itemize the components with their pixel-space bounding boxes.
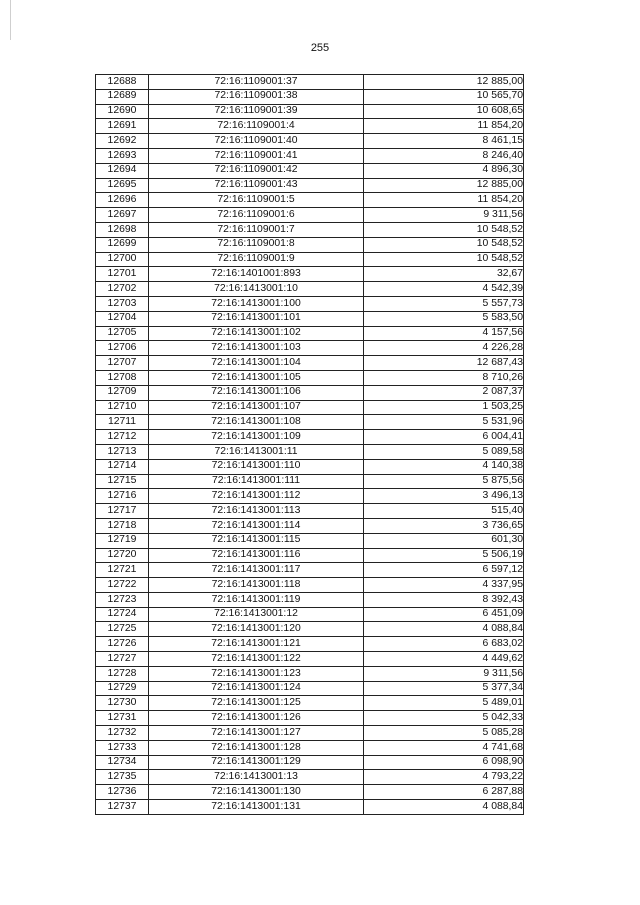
cadastral-number-cell: 72:16:1401001:893: [149, 267, 364, 282]
value-cell: 32,67: [364, 267, 524, 282]
row-number-cell: 12708: [96, 370, 149, 385]
table-row: [96, 652, 524, 667]
cadastral-number-cell: 72:16:1413001:127: [149, 726, 364, 741]
row-number-cell: 12696: [96, 193, 149, 208]
row-number-cell: 12700: [96, 252, 149, 267]
cadastral-number-cell: 72:16:1109001:6: [149, 208, 364, 223]
cadastral-number-cell: 72:16:1413001:110: [149, 459, 364, 474]
cadastral-number-cell: 72:16:1413001:121: [149, 637, 364, 652]
value-cell: 4 088,84: [364, 800, 524, 815]
value-cell: 4 896,30: [364, 163, 524, 178]
table-row: [96, 770, 524, 785]
value-cell: 5 506,19: [364, 548, 524, 563]
table-row: [96, 75, 524, 90]
value-cell: 11 854,20: [364, 193, 524, 208]
table-row: [96, 726, 524, 741]
table-row: [96, 252, 524, 267]
scan-edge-mark: [10, 0, 11, 40]
value-cell: 10 608,65: [364, 104, 524, 119]
value-cell: 6 098,90: [364, 755, 524, 770]
table-row: [96, 785, 524, 800]
value-cell: 8 246,40: [364, 148, 524, 163]
cadastral-number-cell: 72:16:1413001:124: [149, 681, 364, 696]
cadastral-number-cell: 72:16:1413001:107: [149, 400, 364, 415]
value-cell: 4 793,22: [364, 770, 524, 785]
cadastral-number-cell: 72:16:1109001:40: [149, 134, 364, 149]
value-cell: 4 337,95: [364, 578, 524, 593]
row-number-cell: 12698: [96, 222, 149, 237]
cadastral-value-table: [95, 74, 524, 815]
table-row: [96, 356, 524, 371]
row-number-cell: 12689: [96, 89, 149, 104]
table-row: [96, 222, 524, 237]
cadastral-number-cell: 72:16:1413001:112: [149, 489, 364, 504]
value-cell: 4 741,68: [364, 740, 524, 755]
row-number-cell: 12709: [96, 385, 149, 400]
row-number-cell: 12710: [96, 400, 149, 415]
value-cell: 10 548,52: [364, 237, 524, 252]
row-number-cell: 12716: [96, 489, 149, 504]
value-cell: 10 548,52: [364, 252, 524, 267]
cadastral-number-cell: 72:16:1109001:39: [149, 104, 364, 119]
row-number-cell: 12693: [96, 148, 149, 163]
row-number-cell: 12705: [96, 326, 149, 341]
cadastral-number-cell: 72:16:1413001:108: [149, 415, 364, 430]
table-row: [96, 385, 524, 400]
table-row: [96, 296, 524, 311]
value-cell: 6 597,12: [364, 563, 524, 578]
cadastral-number-cell: 72:16:1413001:125: [149, 696, 364, 711]
row-number-cell: 12721: [96, 563, 149, 578]
cadastral-number-cell: 72:16:1109001:37: [149, 75, 364, 90]
cadastral-number-cell: 72:16:1413001:113: [149, 504, 364, 519]
row-number-cell: 12703: [96, 296, 149, 311]
row-number-cell: 12711: [96, 415, 149, 430]
cadastral-number-cell: 72:16:1413001:105: [149, 370, 364, 385]
value-cell: 10 548,52: [364, 222, 524, 237]
cadastral-number-cell: 72:16:1413001:101: [149, 311, 364, 326]
table-row: [96, 282, 524, 297]
row-number-cell: 12723: [96, 592, 149, 607]
value-cell: 10 565,70: [364, 89, 524, 104]
value-cell: 4 088,84: [364, 622, 524, 637]
value-cell: 5 085,28: [364, 726, 524, 741]
table-row: [96, 193, 524, 208]
value-cell: 5 377,34: [364, 681, 524, 696]
row-number-cell: 12733: [96, 740, 149, 755]
row-number-cell: 12727: [96, 652, 149, 667]
value-cell: 9 311,56: [364, 666, 524, 681]
value-cell: 8 461,15: [364, 134, 524, 149]
cadastral-number-cell: 72:16:1413001:10: [149, 282, 364, 297]
row-number-cell: 12691: [96, 119, 149, 134]
row-number-cell: 12725: [96, 622, 149, 637]
table-row: [96, 489, 524, 504]
row-number-cell: 12697: [96, 208, 149, 223]
row-number-cell: 12726: [96, 637, 149, 652]
row-number-cell: 12712: [96, 430, 149, 445]
value-cell: 8 710,26: [364, 370, 524, 385]
cadastral-number-cell: 72:16:1413001:131: [149, 800, 364, 815]
cadastral-number-cell: 72:16:1413001:102: [149, 326, 364, 341]
cadastral-number-cell: 72:16:1109001:41: [149, 148, 364, 163]
value-cell: 3 496,13: [364, 489, 524, 504]
table-row: [96, 237, 524, 252]
row-number-cell: 12736: [96, 785, 149, 800]
table-body: [96, 75, 524, 815]
value-cell: 6 683,02: [364, 637, 524, 652]
row-number-cell: 12728: [96, 666, 149, 681]
cadastral-number-cell: 72:16:1413001:13: [149, 770, 364, 785]
table-row: [96, 400, 524, 415]
value-cell: 5 531,96: [364, 415, 524, 430]
table-row: [96, 578, 524, 593]
cadastral-number-cell: 72:16:1413001:100: [149, 296, 364, 311]
cadastral-number-cell: 72:16:1413001:128: [149, 740, 364, 755]
value-cell: 6 287,88: [364, 785, 524, 800]
table-row: [96, 563, 524, 578]
table-row: [96, 341, 524, 356]
row-number-cell: 12730: [96, 696, 149, 711]
row-number-cell: 12707: [96, 356, 149, 371]
value-cell: 515,40: [364, 504, 524, 519]
row-number-cell: 12735: [96, 770, 149, 785]
table-row: [96, 163, 524, 178]
cadastral-number-cell: 72:16:1413001:123: [149, 666, 364, 681]
cadastral-number-cell: 72:16:1109001:38: [149, 89, 364, 104]
table-row: [96, 696, 524, 711]
cadastral-number-cell: 72:16:1413001:118: [149, 578, 364, 593]
value-cell: 5 042,33: [364, 711, 524, 726]
cadastral-number-cell: 72:16:1413001:11: [149, 444, 364, 459]
cadastral-number-cell: 72:16:1413001:129: [149, 755, 364, 770]
row-number-cell: 12732: [96, 726, 149, 741]
table-row: [96, 474, 524, 489]
value-cell: 4 449,62: [364, 652, 524, 667]
cadastral-number-cell: 72:16:1109001:42: [149, 163, 364, 178]
cadastral-number-cell: 72:16:1413001:117: [149, 563, 364, 578]
cadastral-number-cell: 72:16:1413001:119: [149, 592, 364, 607]
row-number-cell: 12690: [96, 104, 149, 119]
value-cell: 6 451,09: [364, 607, 524, 622]
value-cell: 5 089,58: [364, 444, 524, 459]
cadastral-number-cell: 72:16:1109001:9: [149, 252, 364, 267]
value-cell: 4 226,28: [364, 341, 524, 356]
cadastral-number-cell: 72:16:1413001:116: [149, 548, 364, 563]
table-row: [96, 311, 524, 326]
table-row: [96, 267, 524, 282]
table-row: [96, 637, 524, 652]
value-cell: 9 311,56: [364, 208, 524, 223]
cadastral-number-cell: 72:16:1413001:114: [149, 518, 364, 533]
row-number-cell: 12717: [96, 504, 149, 519]
row-number-cell: 12722: [96, 578, 149, 593]
cadastral-number-cell: 72:16:1109001:4: [149, 119, 364, 134]
cadastral-number-cell: 72:16:1413001:122: [149, 652, 364, 667]
table-row: [96, 666, 524, 681]
cadastral-number-cell: 72:16:1413001:12: [149, 607, 364, 622]
table-row: [96, 592, 524, 607]
cadastral-number-cell: 72:16:1413001:130: [149, 785, 364, 800]
cadastral-number-cell: 72:16:1109001:5: [149, 193, 364, 208]
table-row: [96, 415, 524, 430]
value-cell: 12 687,43: [364, 356, 524, 371]
value-cell: 1 503,25: [364, 400, 524, 415]
table-row: [96, 504, 524, 519]
value-cell: 4 542,39: [364, 282, 524, 297]
cadastral-number-cell: 72:16:1413001:109: [149, 430, 364, 445]
value-cell: 6 004,41: [364, 430, 524, 445]
row-number-cell: 12731: [96, 711, 149, 726]
table-row: [96, 148, 524, 163]
table-row: [96, 459, 524, 474]
cadastral-number-cell: 72:16:1109001:43: [149, 178, 364, 193]
cadastral-number-cell: 72:16:1109001:8: [149, 237, 364, 252]
row-number-cell: 12719: [96, 533, 149, 548]
value-cell: 3 736,65: [364, 518, 524, 533]
value-cell: 8 392,43: [364, 592, 524, 607]
value-cell: 12 885,00: [364, 178, 524, 193]
row-number-cell: 12702: [96, 282, 149, 297]
value-cell: 5 489,01: [364, 696, 524, 711]
row-number-cell: 12729: [96, 681, 149, 696]
row-number-cell: 12734: [96, 755, 149, 770]
row-number-cell: 12713: [96, 444, 149, 459]
table-row: [96, 134, 524, 149]
cadastral-number-cell: 72:16:1413001:111: [149, 474, 364, 489]
row-number-cell: 12718: [96, 518, 149, 533]
table-row: [96, 370, 524, 385]
row-number-cell: 12692: [96, 134, 149, 149]
table-row: [96, 208, 524, 223]
value-cell: 4 140,38: [364, 459, 524, 474]
cadastral-number-cell: 72:16:1109001:7: [149, 222, 364, 237]
table-row: [96, 430, 524, 445]
value-cell: 4 157,56: [364, 326, 524, 341]
table-row: [96, 533, 524, 548]
row-number-cell: 12688: [96, 75, 149, 90]
row-number-cell: 12701: [96, 267, 149, 282]
table-row: [96, 178, 524, 193]
table-row: [96, 607, 524, 622]
table-row: [96, 740, 524, 755]
table-row: [96, 622, 524, 637]
cadastral-number-cell: 72:16:1413001:104: [149, 356, 364, 371]
table-row: [96, 755, 524, 770]
value-cell: 12 885,00: [364, 75, 524, 90]
value-cell: 5 875,56: [364, 474, 524, 489]
row-number-cell: 12737: [96, 800, 149, 815]
table-row: [96, 326, 524, 341]
value-cell: 5 557,73: [364, 296, 524, 311]
table-row: [96, 518, 524, 533]
row-number-cell: 12704: [96, 311, 149, 326]
cadastral-number-cell: 72:16:1413001:126: [149, 711, 364, 726]
row-number-cell: 12724: [96, 607, 149, 622]
page-number: 255: [310, 42, 330, 54]
table-row: [96, 444, 524, 459]
row-number-cell: 12714: [96, 459, 149, 474]
row-number-cell: 12694: [96, 163, 149, 178]
row-number-cell: 12706: [96, 341, 149, 356]
row-number-cell: 12695: [96, 178, 149, 193]
cadastral-number-cell: 72:16:1413001:106: [149, 385, 364, 400]
value-cell: 601,30: [364, 533, 524, 548]
table-row: [96, 89, 524, 104]
table-row: [96, 548, 524, 563]
value-cell: 5 583,50: [364, 311, 524, 326]
value-cell: 2 087,37: [364, 385, 524, 400]
table-row: [96, 119, 524, 134]
row-number-cell: 12715: [96, 474, 149, 489]
value-cell: 11 854,20: [364, 119, 524, 134]
table-row: [96, 800, 524, 815]
cadastral-number-cell: 72:16:1413001:115: [149, 533, 364, 548]
row-number-cell: 12720: [96, 548, 149, 563]
row-number-cell: 12699: [96, 237, 149, 252]
cadastral-number-cell: 72:16:1413001:103: [149, 341, 364, 356]
table-row: [96, 681, 524, 696]
table-row: [96, 104, 524, 119]
table-row: [96, 711, 524, 726]
cadastral-number-cell: 72:16:1413001:120: [149, 622, 364, 637]
